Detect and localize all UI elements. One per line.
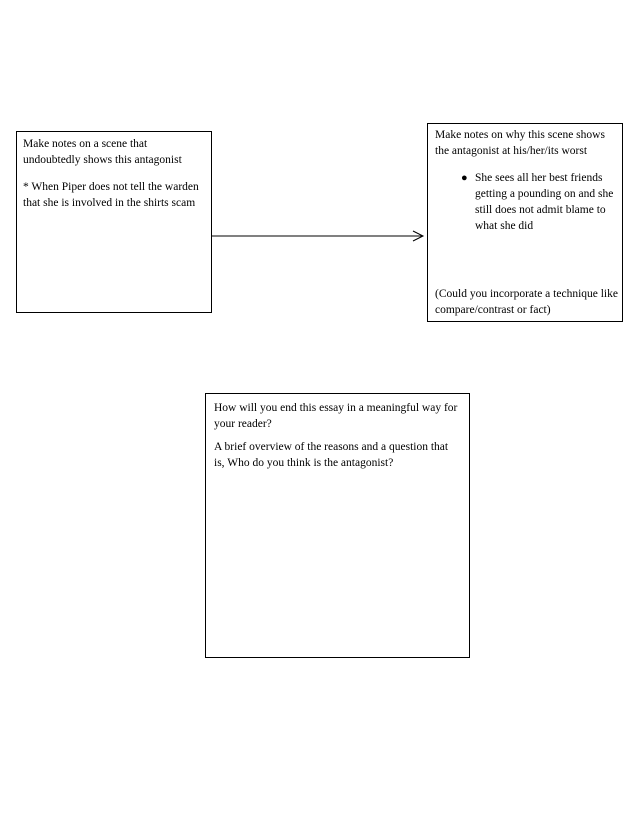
conclusion-prompt: How will you end this essay in a meaningful way for your reader? [214, 402, 458, 430]
conclusion-answer: A brief overview of the reasons and a question that is, Who do you think is the antagonist? [214, 441, 449, 469]
scene-notes-prompt: Make notes on a scene that undoubtedly shows this antagonist [23, 138, 182, 166]
worst-scene-list [435, 170, 615, 234]
list-item [461, 170, 615, 234]
worst-scene-prompt: Make notes on why this scene shows the antagonist at his/her/its worst [435, 129, 605, 157]
bullet-icon: ● [461, 172, 468, 184]
technique-hint: (Could you incorporate a technique like compare/contrast or fact) [435, 288, 618, 316]
scene-notes-box [16, 131, 212, 313]
scene-notes-text: * When Piper does not tell the warden that she is involved in the shirts scam [23, 181, 199, 209]
conclusion-box [205, 393, 470, 658]
worst-scene-box [427, 123, 623, 322]
list-item-text: She sees all her best friends getting a pounding on and she still does not admit blame to what she did [475, 172, 614, 232]
